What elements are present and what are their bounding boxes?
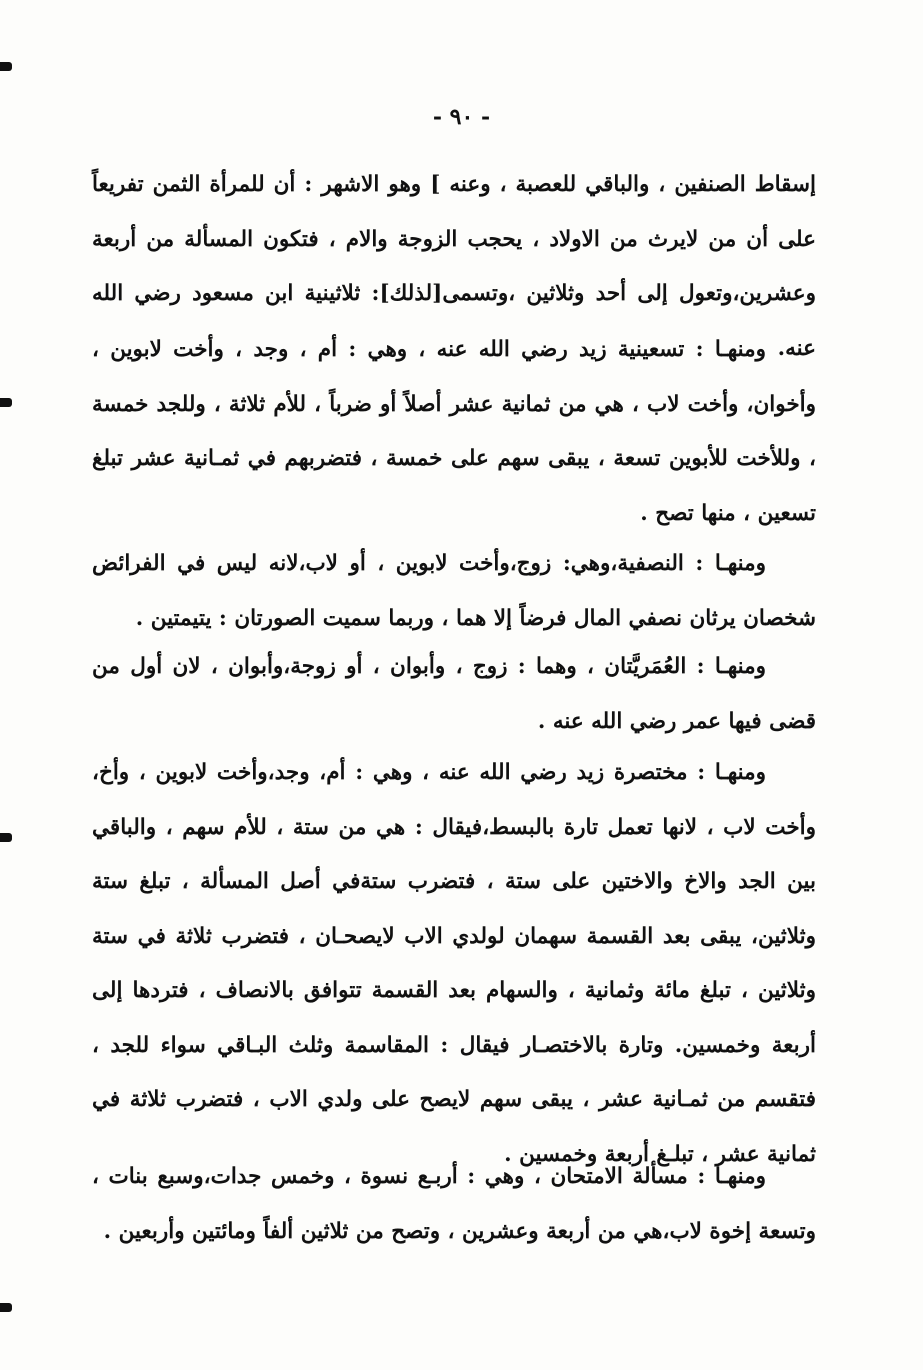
paragraph-text: ومنهـا : النصفية،وهي: زوج،وأخت لابوين ، أو لاب،لانه ليس في الفرائض شخصان يرثان نصفي المال فرضاً إلا هما ، وربما سميت الصورتان : يتيمتين . <box>92 551 816 631</box>
scan-edge-mark <box>0 62 12 71</box>
paragraph-mukhtasara <box>92 746 816 1182</box>
page-number: - ٩٠ - <box>432 104 491 130</box>
paragraph-text: ومنهـا : تسعينية زيد رضي الله عنه ، وهي : أم ، وجد ، وأخت لابوين ، وأخوان، وأخت لاب ، هي من ثمانية عشر أصلاً أو ضرباً ، للأم ثلاثة ، وللجد خمسة ، وللأخت للأبوين تسعة ، يبقى سهم على خمسة ، فتضربهم في ثمـانية عشر تبلغ تسعين ، منها تصح . <box>92 337 816 526</box>
scan-edge-mark <box>0 398 12 407</box>
paragraph-umariyatan <box>92 640 816 749</box>
paragraph-imtihan <box>92 1150 816 1259</box>
scan-edge-mark <box>0 1303 12 1312</box>
paragraph-text: إسقاط الصنفين ، والباقي للعصبة ، وعنه ] وهو الاشهر : أن للمرأة الثمن تفريعاً على أن من لايرث من الاولاد ، يحجب الزوجة والام ، فتكون المسألة من أربعة وعشرين،وتعول إلى أحد وثلاثين ،وتسمى[لذلك]: ثلاثينية ابن مسعود رضي الله عنه. <box>92 172 816 361</box>
paragraph-text: ومنهـا : مسألة الامتحان ، وهي : أربـع نسوة ، وخمس جدات،وسبع بنات ، وتسعة إخوة لاب،هي من أربعة وعشرين ، وتصح من ثلاثين ألفاً ومائتين وأربعين . <box>92 1164 816 1244</box>
paragraph-nisfiya <box>92 537 816 646</box>
paragraph-text: ومنهـا : العُمَريَّتان ، وهما : زوج ، وأبوان ، أو زوجة،وأبوان ، لان أول من قضى فيها عمر رضي الله عنه . <box>92 654 816 734</box>
scan-edge-mark <box>0 833 12 842</box>
paragraph-text: ومنهـا : مختصرة زيد رضي الله عنه ، وهي : أم، وجد،وأخت لابوين ، وأخ، وأخت لاب ، لانها تعمل تارة بالبسط،فيقال : هي من ستة ، للأم سهم ، والباقي بين الجد والاخ والاختين على ستة ، فتضرب ستةفي أصل المسألة ، تبلغ ستة وثلاثين، يبقى بعد القسمة سهمان لولدي الاب لايصحـان ، فتضرب ثلاثة في ستة وثلاثين ، تبلغ مائة وثمانية ، والسهام بعد القسمة تتوافق بالانصاف ، فتردها إلى أربعة وخمسين. وتارة بالاختصـار فيقال : المقاسمة وثلث البـاقي سواء للجد ، فتقسم من ثمـانية عشر ، يبقى سهم لايصح على ولدي الاب ، فتضرب ثلاثة في ثمانية عشر ، تبلـغ أربعة وخمسين . <box>92 760 816 1167</box>
paragraph-tisiniya <box>92 323 816 541</box>
